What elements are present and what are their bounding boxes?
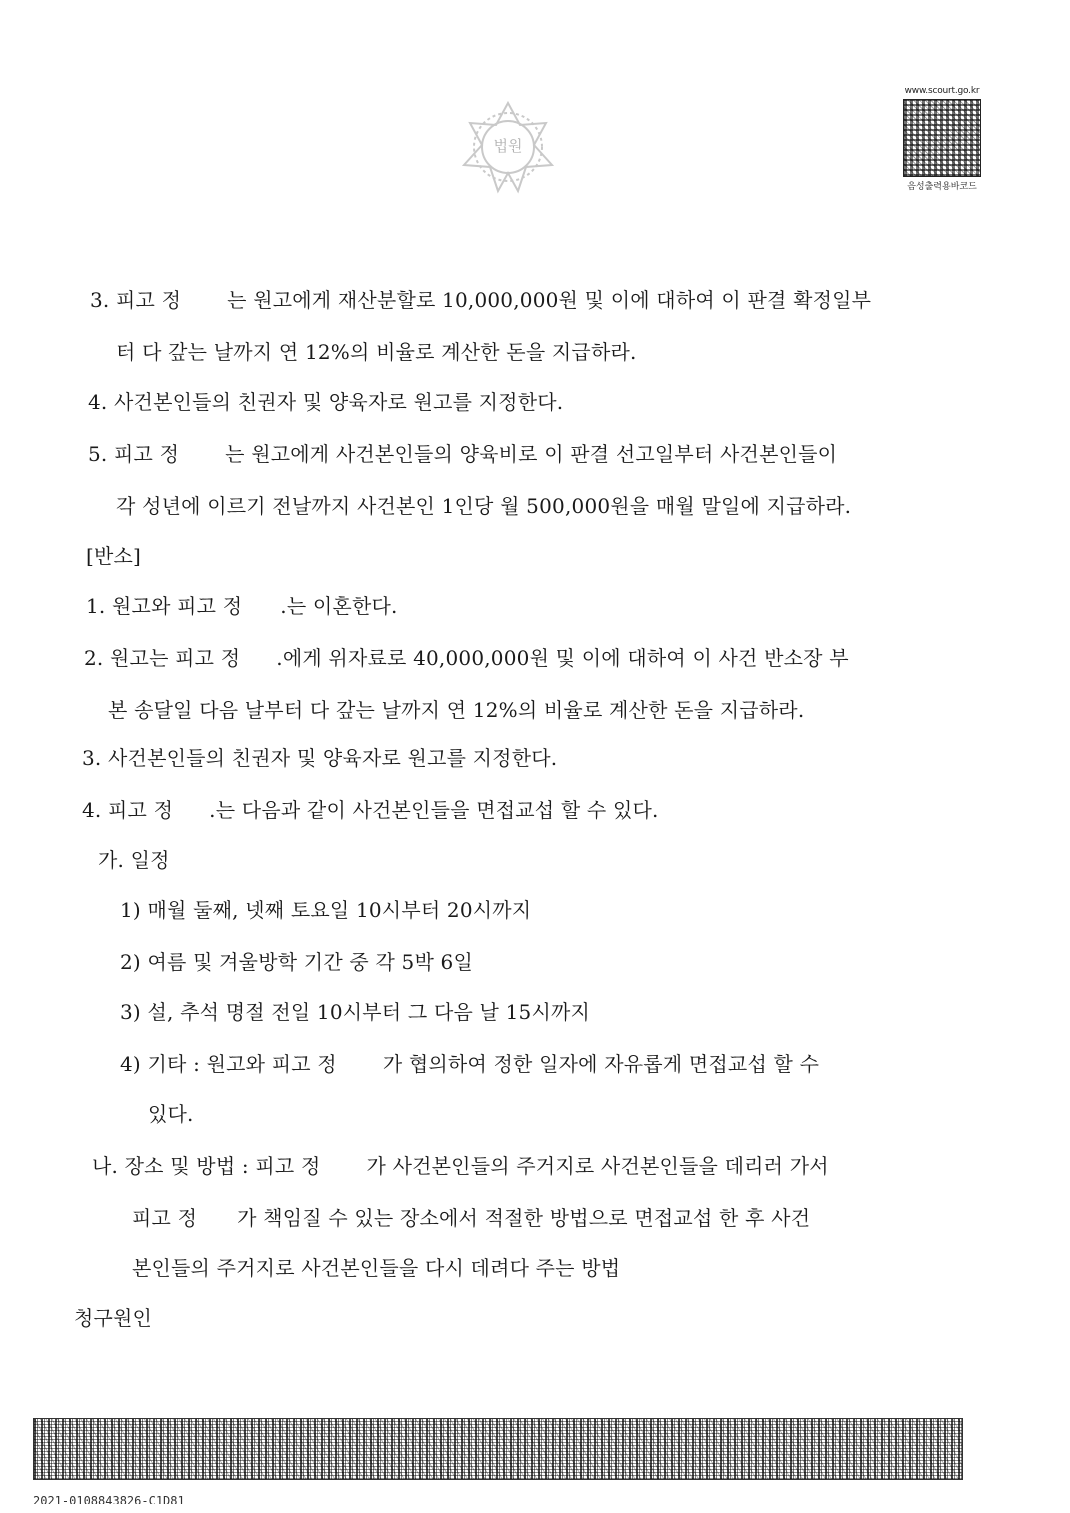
text-fragment: 는 원고에게 재산분할로 10,000,000원 및 이에 대하여 이 판결 확정일부 [227,288,872,312]
text-line: 각 성년에 이르기 전날까지 사건본인 1인당 월 500,000원을 매월 말일에 지급하라. [116,494,852,518]
text-line [86,594,398,618]
section-heading: 청구원인 [74,1306,153,1330]
qr-url: www.scourt.go.kr [904,86,980,96]
text-fragment: 가 사건본인들의 주거지로 사건본인들을 데리러 가서 [366,1154,829,1178]
text-line [132,1206,810,1230]
text-line: 본 송달일 다음 날부터 다 갚는 날까지 연 12%의 비율로 계산한 돈을 지급하라. [108,698,805,722]
section-heading: [반소] [86,544,142,568]
text-line [82,798,659,822]
text-fragment: 가 책임질 수 있는 장소에서 적절한 방법으로 면접교섭 한 후 사건 [237,1206,811,1230]
text-fragment: 4) 기타 : 원고와 피고 정 [120,1052,337,1076]
qr-caption: 음성출력용바코드 [907,182,977,192]
text-fragment: .는 다음과 같이 사건본인들을 면접교섭 할 수 있다. [209,798,659,822]
text-fragment: 5. 피고 정 [88,442,180,466]
text-line: 1) 매월 둘째, 넷째 토요일 10시부터 20시까지 [120,898,532,922]
text-line: 3. 사건본인들의 친권자 및 양육자로 원고를 지정한다. [82,746,558,770]
text-line: 터 다 갚는 날까지 연 12%의 비율로 계산한 돈을 지급하라. [116,340,637,364]
text-fragment: 2. 원고는 피고 정 [84,646,241,670]
text-line: 있다. [148,1102,194,1126]
text-fragment: 가 협의하여 정한 일자에 자유롭게 면접교섭 할 수 [382,1052,820,1076]
text-line: 2) 여름 및 겨울방학 기간 중 각 5박 6일 [120,950,473,974]
qr-code-block [902,86,982,192]
text-line [84,646,849,670]
text-fragment: .에게 위자료로 40,000,000원 및 이에 대하여 이 사건 반소장 부 [276,646,849,670]
text-line [92,1154,829,1178]
text-line: 가. 일정 [98,848,170,872]
text-fragment: 나. 장소 및 방법 : 피고 정 [92,1154,321,1178]
text-line: 4. 사건본인들의 친권자 및 양육자로 원고를 지정한다. [88,390,564,414]
qr-code-icon [903,99,981,177]
text-fragment: 피고 정 [132,1206,198,1230]
text-line [120,1052,819,1076]
text-fragment: 는 원고에게 사건본인들의 양육비로 이 판결 선고일부터 사건본인들이 [225,442,838,466]
text-line [88,442,837,466]
text-fragment: 1. 원고와 피고 정 [86,594,243,618]
barcode-icon [33,1418,963,1480]
document-id: 2021-0108843826-C1D81 [33,1494,185,1504]
text-line: 3) 설, 추석 명절 전일 10시부터 그 다음 날 15시까지 [120,1000,591,1024]
court-seal-icon [448,95,568,200]
text-fragment: 4. 피고 정 [82,798,174,822]
text-fragment: .는 이혼한다. [280,594,398,618]
seal-text: 법원 [493,137,523,155]
text-fragment: 3. 피고 정 [90,288,182,312]
text-line: 본인들의 주거지로 사건본인들을 다시 데려다 주는 방법 [132,1256,621,1280]
text-line [90,288,871,312]
